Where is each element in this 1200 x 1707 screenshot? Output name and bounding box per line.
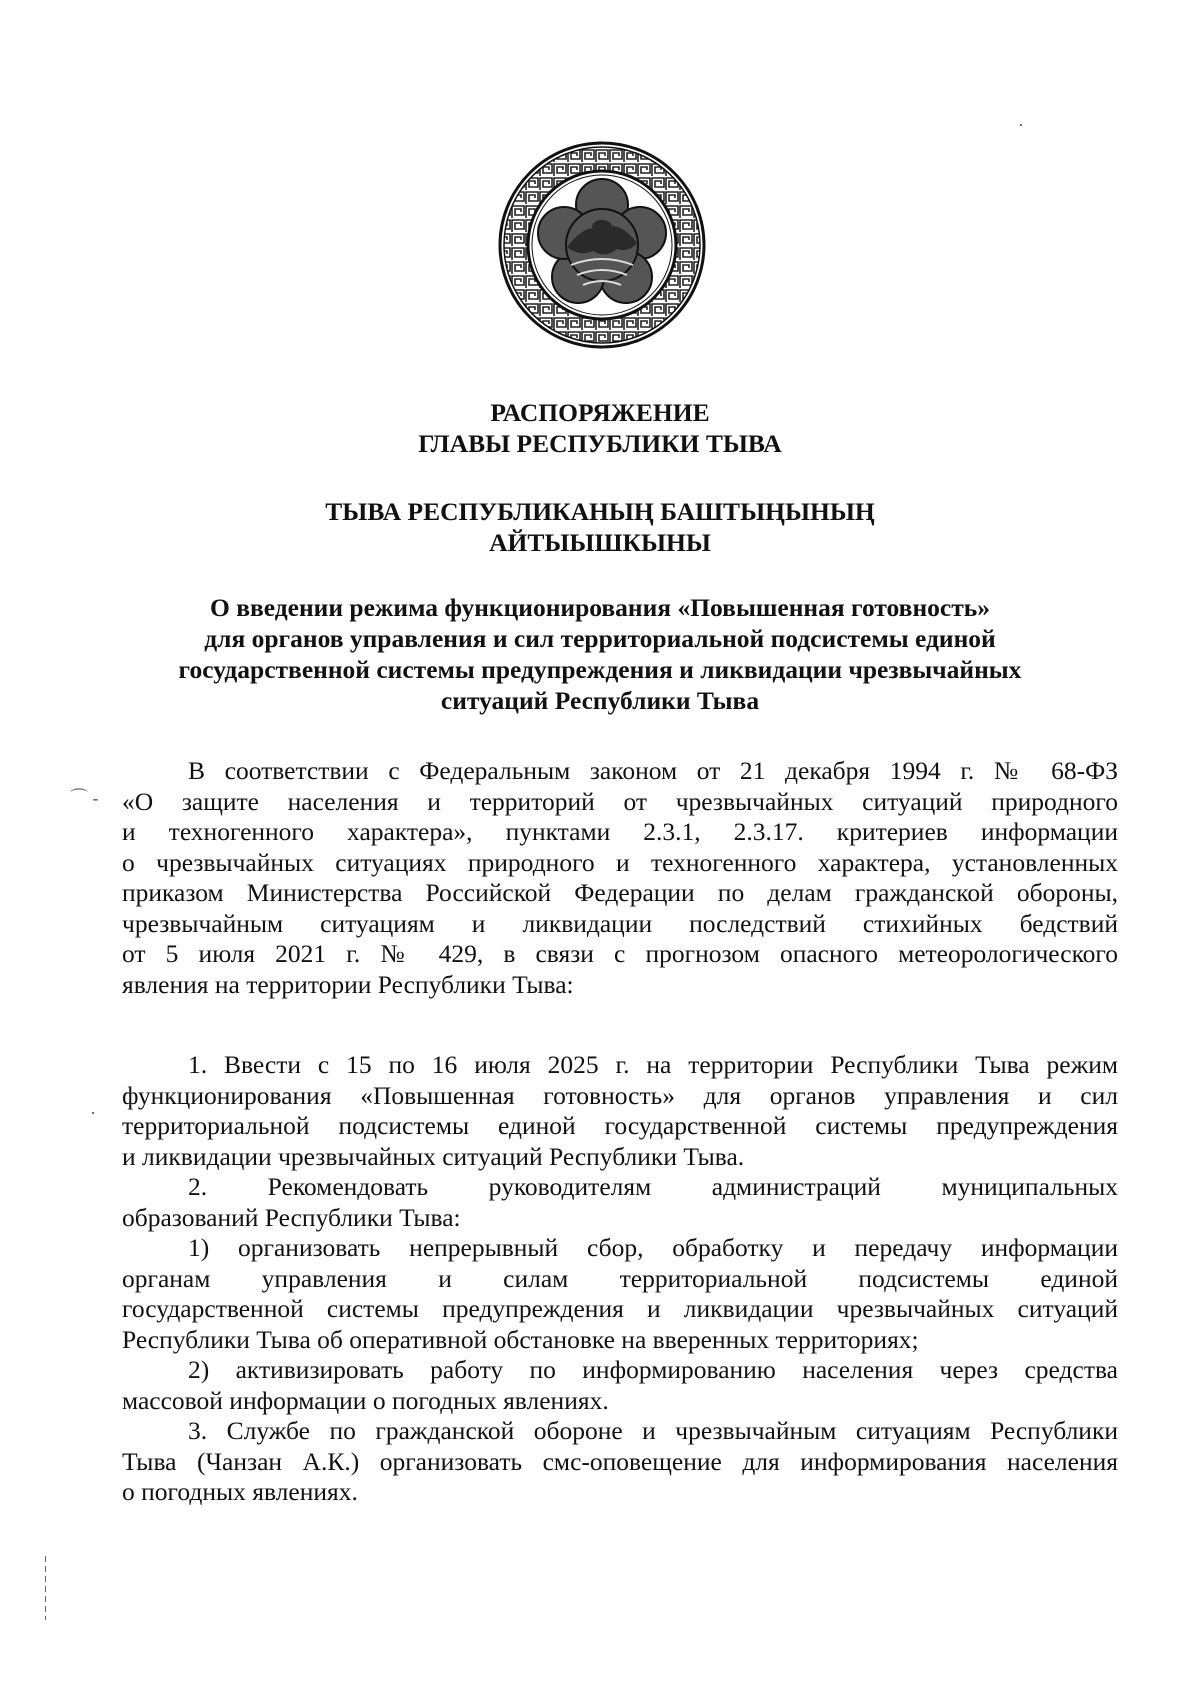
preamble-line: приказом Министерства Российской Федерации по делам гражданской обороны, <box>122 878 1118 907</box>
item-2-2 <box>122 1355 1118 1416</box>
preamble-line: о чрезвычайных ситуациях природного и техногенного характера, установленных <box>122 847 1118 877</box>
preamble-line: от 5 июля 2021 г. № 429, в связи с прогнозом опасного метеорологического <box>122 939 1118 968</box>
preamble-paragraph <box>122 756 1118 1000</box>
title-line-2: ГЛАВЫ РЕСПУБЛИКИ ТЫВА <box>418 429 782 458</box>
item-2-1 <box>122 1233 1118 1355</box>
scan-artifact-line <box>45 1556 46 1620</box>
scan-artifact-dot: · <box>90 1103 96 1123</box>
document-title-tuvan <box>120 496 1080 558</box>
item-line: органам управления и силам территориальной подсистемы единой <box>122 1263 1118 1293</box>
subject-line: для органов управления и сил территориальной подсистемы единой <box>204 624 996 653</box>
scan-artifact-mark: ⌒ - <box>70 788 99 808</box>
item-line: государственной системы предупреждения и ликвидации чрезвычайных ситуаций <box>122 1294 1118 1323</box>
item-2 <box>122 1172 1118 1233</box>
item-line: образований Республики Тыва: <box>122 1202 461 1232</box>
item-1 <box>122 1050 1118 1172</box>
preamble-line: явления на территории Республики Тыва: <box>122 969 574 999</box>
item-3 <box>122 1416 1118 1508</box>
document-subject <box>120 592 1080 716</box>
item-line: 2. Рекомендовать руководителям администраций муниципальных <box>188 1172 1118 1201</box>
item-line: массовой информации о погодных явлениях. <box>122 1385 609 1415</box>
order-items <box>122 1050 1118 1508</box>
item-line: и ликвидации чрезвычайных ситуаций Республики Тыва. <box>122 1141 745 1171</box>
subject-line: О введении режима функционирования «Повышенная готовность» <box>210 593 990 622</box>
item-line: 1) организовать непрерывный сбор, обработку и передачу информации <box>188 1233 1118 1262</box>
item-line: территориальной подсистемы единой государственной системы предупреждения <box>122 1111 1118 1140</box>
item-line: о погодных явлениях. <box>122 1477 358 1506</box>
subject-line: ситуаций Республики Тыва <box>440 686 760 715</box>
tuvan-title-line-2: АЙТЫЫШКЫНЫ <box>489 528 711 557</box>
tuvan-title-line-1: ТЫВА РЕСПУБЛИКАНЫҢ БАШТЫҢЫНЫҢ <box>325 497 875 526</box>
item-line: Республики Тыва об оперативной обстановке на вверенных территориях; <box>122 1324 919 1354</box>
item-line: 2) активизировать работу по информированию населения через средства <box>188 1355 1118 1384</box>
preamble-line: «О защите населения и территорий от чрезвычайных ситуаций природного <box>122 786 1118 816</box>
document-title <box>120 397 1080 459</box>
tuva-coat-of-arms-icon <box>497 135 707 355</box>
scan-artifact-dot: · <box>1018 115 1024 135</box>
preamble-line: В соответствии с Федеральным законом от 21 декабря 1994 г. № 68-ФЗ <box>188 756 1118 785</box>
preamble-line: чрезвычайным ситуациям и ликвидации последствий стихийных бедствий <box>122 908 1118 938</box>
item-line: Тыва (Чанзан А.К.) организовать смс-оповещение для информирования населения <box>122 1446 1118 1476</box>
item-line: 3. Службе по гражданской обороне и чрезвычайным ситуациям Республики <box>188 1416 1118 1445</box>
preamble-line: и техногенного характера», пунктами 2.3.1, 2.3.17. критериев информации <box>122 817 1118 846</box>
subject-line: государственной системы предупреждения и ликвидации чрезвычайных <box>178 655 1022 684</box>
title-line-1: РАСПОРЯЖЕНИЕ <box>490 398 710 427</box>
item-line: функционирования «Повышенная готовность» для органов управления и сил <box>122 1080 1118 1110</box>
item-line: 1. Ввести с 15 по 16 июля 2025 г. на территории Республики Тыва режим <box>188 1050 1118 1079</box>
